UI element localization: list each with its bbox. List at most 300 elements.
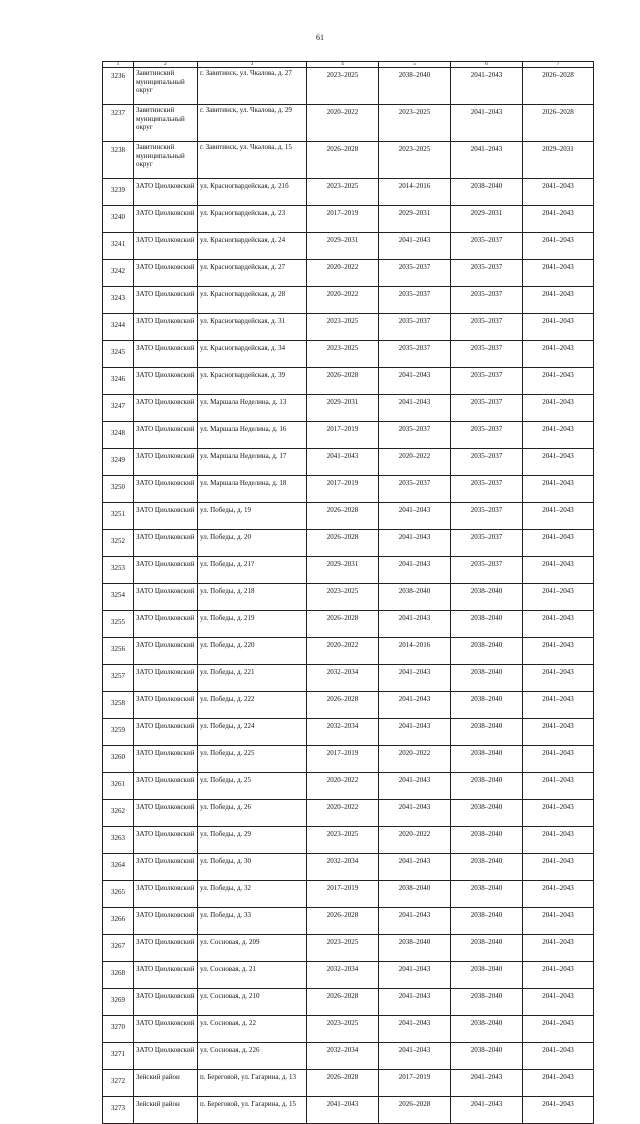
- period-cell-4: 2020–2022: [307, 773, 379, 800]
- address-cell: ул. Красногвардейская, д. 27: [198, 260, 307, 287]
- row-number-cell: 3270: [103, 1016, 134, 1043]
- address-cell: ул. Победы, д. 225: [198, 746, 307, 773]
- row-number-cell: 3269: [103, 989, 134, 1016]
- table-row: [103, 233, 594, 260]
- row-number-cell: 3247: [103, 395, 134, 422]
- period-cell-7: 2041–2043: [523, 935, 594, 962]
- municipality-cell: ЗАТО Циолковский: [134, 557, 198, 584]
- table-row: [103, 68, 594, 105]
- table-row: [103, 395, 594, 422]
- period-cell-5: 2041–2043: [379, 854, 451, 881]
- period-cell-5: 2035–2037: [379, 422, 451, 449]
- period-cell-7: 2041–2043: [523, 179, 594, 206]
- period-cell-6: 2038–2040: [451, 611, 523, 638]
- period-cell-5: 2041–2043: [379, 665, 451, 692]
- municipality-cell: ЗАТО Циолковский: [134, 530, 198, 557]
- period-cell-7: 2041–2043: [523, 314, 594, 341]
- municipality-cell: ЗАТО Циолковский: [134, 692, 198, 719]
- row-number-cell: 3243: [103, 287, 134, 314]
- period-cell-4: 2032–2034: [307, 1043, 379, 1070]
- period-cell-7: 2041–2043: [523, 503, 594, 530]
- period-cell-6: 2035–2037: [451, 368, 523, 395]
- table-row: [103, 206, 594, 233]
- period-cell-5: 2041–2043: [379, 962, 451, 989]
- period-cell-7: 2041–2043: [523, 287, 594, 314]
- municipality-cell: ЗАТО Циолковский: [134, 854, 198, 881]
- table-row: [103, 476, 594, 503]
- period-cell-7: 2041–2043: [523, 773, 594, 800]
- period-cell-5: 2041–2043: [379, 611, 451, 638]
- period-cell-4: 2023–2025: [307, 68, 379, 105]
- period-cell-6: 2035–2037: [451, 287, 523, 314]
- period-cell-4: 2020–2022: [307, 105, 379, 142]
- row-number-cell: 3249: [103, 449, 134, 476]
- period-cell-5: 2038–2040: [379, 881, 451, 908]
- row-number-cell: 3253: [103, 557, 134, 584]
- period-cell-4: 2032–2034: [307, 719, 379, 746]
- table-row: [103, 1070, 594, 1097]
- address-cell: ул. Победы, д. 32: [198, 881, 307, 908]
- municipality-cell: ЗАТО Циолковский: [134, 827, 198, 854]
- row-number-cell: 3272: [103, 1070, 134, 1097]
- row-number-cell: 3239: [103, 179, 134, 206]
- period-cell-5: 2041–2043: [379, 1016, 451, 1043]
- period-cell-5: 2035–2037: [379, 341, 451, 368]
- address-cell: ул. Маршала Неделина, д. 13: [198, 395, 307, 422]
- row-number-cell: 3237: [103, 105, 134, 142]
- period-cell-5: 2023–2025: [379, 105, 451, 142]
- municipality-cell: Зейский район: [134, 1070, 198, 1097]
- row-number-cell: 3255: [103, 611, 134, 638]
- period-cell-4: 2041–2043: [307, 449, 379, 476]
- row-number-cell: 3265: [103, 881, 134, 908]
- address-cell: ул. Победы, д. 30: [198, 854, 307, 881]
- municipality-cell: Завитинский муниципальный округ: [134, 142, 198, 179]
- period-cell-6: 2035–2037: [451, 422, 523, 449]
- row-number-cell: 3251: [103, 503, 134, 530]
- period-cell-4: 2026–2028: [307, 503, 379, 530]
- period-cell-7: 2041–2043: [523, 1070, 594, 1097]
- municipality-cell: ЗАТО Циолковский: [134, 881, 198, 908]
- table-row: [103, 557, 594, 584]
- period-cell-6: 2038–2040: [451, 773, 523, 800]
- address-cell: ул. Победы, д. 20: [198, 530, 307, 557]
- period-cell-4: 2023–2025: [307, 314, 379, 341]
- period-cell-6: 2041–2043: [451, 1070, 523, 1097]
- period-cell-7: 2026–2028: [523, 68, 594, 105]
- period-cell-5: 2020–2022: [379, 827, 451, 854]
- address-cell: ул. Победы, д. 33: [198, 908, 307, 935]
- period-cell-7: 2041–2043: [523, 692, 594, 719]
- period-cell-7: 2041–2043: [523, 611, 594, 638]
- period-cell-6: 2038–2040: [451, 719, 523, 746]
- header-cell: 1: [103, 62, 134, 68]
- table-row: [103, 881, 594, 908]
- row-number-cell: 3242: [103, 260, 134, 287]
- period-cell-6: 2038–2040: [451, 692, 523, 719]
- period-cell-5: 2041–2043: [379, 989, 451, 1016]
- period-cell-5: 2020–2022: [379, 449, 451, 476]
- period-cell-6: 2029–2031: [451, 206, 523, 233]
- table-row: [103, 179, 594, 206]
- period-cell-4: 2026–2028: [307, 692, 379, 719]
- housing-schedule-table: [102, 61, 594, 1124]
- municipality-cell: ЗАТО Циолковский: [134, 638, 198, 665]
- period-cell-4: 2026–2028: [307, 989, 379, 1016]
- header-cell: 6: [451, 62, 523, 68]
- period-cell-7: 2041–2043: [523, 341, 594, 368]
- municipality-cell: ЗАТО Циолковский: [134, 935, 198, 962]
- row-number-cell: 3250: [103, 476, 134, 503]
- period-cell-4: 2017–2019: [307, 746, 379, 773]
- table-row: [103, 584, 594, 611]
- address-cell: ул. Победы, д. 26: [198, 800, 307, 827]
- period-cell-7: 2041–2043: [523, 665, 594, 692]
- municipality-cell: ЗАТО Циолковский: [134, 206, 198, 233]
- period-cell-6: 2038–2040: [451, 746, 523, 773]
- address-cell: ул. Красногвардейская, д. 28: [198, 287, 307, 314]
- table-row: [103, 260, 594, 287]
- period-cell-6: 2038–2040: [451, 908, 523, 935]
- period-cell-7: 2041–2043: [523, 1016, 594, 1043]
- table-row: [103, 908, 594, 935]
- period-cell-6: 2038–2040: [451, 827, 523, 854]
- municipality-cell: ЗАТО Циолковский: [134, 800, 198, 827]
- period-cell-7: 2041–2043: [523, 746, 594, 773]
- period-cell-4: 2023–2025: [307, 341, 379, 368]
- period-cell-6: 2038–2040: [451, 1043, 523, 1070]
- address-cell: ул. Маршала Неделина, д. 16: [198, 422, 307, 449]
- address-cell: ул. Победы, д. 19: [198, 503, 307, 530]
- period-cell-4: 2032–2034: [307, 665, 379, 692]
- period-cell-4: 2017–2019: [307, 206, 379, 233]
- period-cell-4: 2023–2025: [307, 584, 379, 611]
- municipality-cell: Завитинский муниципальный округ: [134, 105, 198, 142]
- row-number-cell: 3264: [103, 854, 134, 881]
- address-cell: п. Береговой, ул. Гагарина, д. 15: [198, 1097, 307, 1124]
- period-cell-6: 2038–2040: [451, 854, 523, 881]
- table-row: [103, 314, 594, 341]
- municipality-cell: ЗАТО Циолковский: [134, 1043, 198, 1070]
- municipality-cell: ЗАТО Циолковский: [134, 773, 198, 800]
- table-row: [103, 611, 594, 638]
- period-cell-6: 2035–2037: [451, 557, 523, 584]
- municipality-cell: ЗАТО Циолковский: [134, 449, 198, 476]
- row-number-cell: 3252: [103, 530, 134, 557]
- period-cell-4: 2032–2034: [307, 962, 379, 989]
- table-row: [103, 638, 594, 665]
- row-number-cell: 3244: [103, 314, 134, 341]
- header-cell: 5: [379, 62, 451, 68]
- table-row: [103, 341, 594, 368]
- period-cell-5: 2014–2016: [379, 638, 451, 665]
- row-number-cell: 3256: [103, 638, 134, 665]
- table-row: [103, 142, 594, 179]
- period-cell-7: 2041–2043: [523, 881, 594, 908]
- row-number-cell: 3262: [103, 800, 134, 827]
- table-row: [103, 935, 594, 962]
- address-cell: ул. Красногвардейская, д. 23: [198, 206, 307, 233]
- period-cell-6: 2038–2040: [451, 962, 523, 989]
- period-cell-4: 2026–2028: [307, 530, 379, 557]
- period-cell-5: 2038–2040: [379, 584, 451, 611]
- address-cell: ул. Победы, д. 224: [198, 719, 307, 746]
- period-cell-6: 2038–2040: [451, 935, 523, 962]
- address-cell: ул. Победы, д. 220: [198, 638, 307, 665]
- period-cell-6: 2041–2043: [451, 142, 523, 179]
- municipality-cell: ЗАТО Циолковский: [134, 665, 198, 692]
- period-cell-7: 2041–2043: [523, 989, 594, 1016]
- period-cell-6: 2038–2040: [451, 179, 523, 206]
- period-cell-7: 2041–2043: [523, 206, 594, 233]
- period-cell-5: 2041–2043: [379, 233, 451, 260]
- municipality-cell: ЗАТО Циолковский: [134, 179, 198, 206]
- period-cell-7: 2041–2043: [523, 395, 594, 422]
- period-cell-4: 2020–2022: [307, 287, 379, 314]
- table-row: [103, 773, 594, 800]
- period-cell-4: 2023–2025: [307, 827, 379, 854]
- row-number-cell: 3261: [103, 773, 134, 800]
- municipality-cell: ЗАТО Циолковский: [134, 962, 198, 989]
- period-cell-6: 2035–2037: [451, 395, 523, 422]
- municipality-cell: ЗАТО Циолковский: [134, 260, 198, 287]
- period-cell-7: 2041–2043: [523, 719, 594, 746]
- period-cell-4: 2017–2019: [307, 881, 379, 908]
- row-number-cell: 3271: [103, 1043, 134, 1070]
- period-cell-5: 2041–2043: [379, 1043, 451, 1070]
- municipality-cell: ЗАТО Циолковский: [134, 341, 198, 368]
- table-row: [103, 827, 594, 854]
- municipality-cell: ЗАТО Циолковский: [134, 395, 198, 422]
- period-cell-7: 2041–2043: [523, 476, 594, 503]
- table-row: [103, 368, 594, 395]
- period-cell-6: 2041–2043: [451, 1097, 523, 1124]
- period-cell-5: 2038–2040: [379, 935, 451, 962]
- table-row: [103, 989, 594, 1016]
- table-row: [103, 530, 594, 557]
- address-cell: ул. Сосновая, д. 22: [198, 1016, 307, 1043]
- period-cell-6: 2035–2037: [451, 530, 523, 557]
- period-cell-5: 2041–2043: [379, 557, 451, 584]
- municipality-cell: ЗАТО Циолковский: [134, 287, 198, 314]
- municipality-cell: ЗАТО Циолковский: [134, 908, 198, 935]
- period-cell-4: 2041–2043: [307, 1097, 379, 1124]
- table-row: [103, 1043, 594, 1070]
- address-cell: ул. Победы, д. 219: [198, 611, 307, 638]
- address-cell: п. Береговой, ул. Гагарина, д. 13: [198, 1070, 307, 1097]
- municipality-cell: ЗАТО Циолковский: [134, 368, 198, 395]
- address-cell: ул. Маршала Неделина, д. 18: [198, 476, 307, 503]
- period-cell-5: 2041–2043: [379, 368, 451, 395]
- period-cell-6: 2035–2037: [451, 233, 523, 260]
- table-row: [103, 962, 594, 989]
- period-cell-5: 2035–2037: [379, 260, 451, 287]
- period-cell-5: 2035–2037: [379, 314, 451, 341]
- table-row: [103, 1016, 594, 1043]
- period-cell-5: 2041–2043: [379, 530, 451, 557]
- address-cell: г. Завитинск, ул. Чкалова, д. 27: [198, 68, 307, 105]
- address-cell: г. Завитинск, ул. Чкалова, д. 29: [198, 105, 307, 142]
- period-cell-7: 2041–2043: [523, 1097, 594, 1124]
- period-cell-5: 2041–2043: [379, 773, 451, 800]
- row-number-cell: 3268: [103, 962, 134, 989]
- row-number-cell: 3263: [103, 827, 134, 854]
- period-cell-7: 2041–2043: [523, 800, 594, 827]
- period-cell-5: 2020–2022: [379, 746, 451, 773]
- header-cell: 3: [198, 62, 307, 68]
- row-number-cell: 3240: [103, 206, 134, 233]
- period-cell-7: 2041–2043: [523, 530, 594, 557]
- period-cell-7: 2041–2043: [523, 854, 594, 881]
- period-cell-6: 2038–2040: [451, 1016, 523, 1043]
- table-row: [103, 854, 594, 881]
- period-cell-5: 2041–2043: [379, 908, 451, 935]
- period-cell-5: 2041–2043: [379, 395, 451, 422]
- period-cell-4: 2020–2022: [307, 260, 379, 287]
- page-number: 61: [316, 33, 324, 42]
- period-cell-7: 2041–2043: [523, 260, 594, 287]
- period-cell-7: 2029–2031: [523, 142, 594, 179]
- header-cell: 2: [134, 62, 198, 68]
- address-cell: ул. Красногвардейская, д. 34: [198, 341, 307, 368]
- period-cell-5: 2041–2043: [379, 503, 451, 530]
- period-cell-7: 2041–2043: [523, 1043, 594, 1070]
- address-cell: ул. Сосновая, д. 209: [198, 935, 307, 962]
- period-cell-6: 2038–2040: [451, 881, 523, 908]
- period-cell-4: 2029–2031: [307, 395, 379, 422]
- address-cell: ул. Сосновая, д. 210: [198, 989, 307, 1016]
- row-number-cell: 3258: [103, 692, 134, 719]
- table-row: [103, 800, 594, 827]
- municipality-cell: ЗАТО Циолковский: [134, 422, 198, 449]
- address-cell: ул. Сосновая, д. 21: [198, 962, 307, 989]
- table-row: [103, 449, 594, 476]
- table-row: [103, 746, 594, 773]
- table-row: [103, 422, 594, 449]
- row-number-cell: 3245: [103, 341, 134, 368]
- row-number-cell: 3259: [103, 719, 134, 746]
- row-number-cell: 3248: [103, 422, 134, 449]
- period-cell-5: 2035–2037: [379, 287, 451, 314]
- table-row: [103, 719, 594, 746]
- address-cell: ул. Победы, д. 25: [198, 773, 307, 800]
- address-cell: ул. Красногвардейская, д. 24: [198, 233, 307, 260]
- table-row: [103, 503, 594, 530]
- municipality-cell: Завитинский муниципальный округ: [134, 68, 198, 105]
- period-cell-4: 2029–2031: [307, 233, 379, 260]
- municipality-cell: ЗАТО Циолковский: [134, 989, 198, 1016]
- period-cell-6: 2041–2043: [451, 68, 523, 105]
- period-cell-6: 2035–2037: [451, 449, 523, 476]
- table-body: [103, 62, 594, 1124]
- period-cell-7: 2041–2043: [523, 422, 594, 449]
- municipality-cell: ЗАТО Циолковский: [134, 584, 198, 611]
- period-cell-7: 2041–2043: [523, 584, 594, 611]
- address-cell: ул. Красногвардейская, д. 39: [198, 368, 307, 395]
- period-cell-4: 2017–2019: [307, 422, 379, 449]
- address-cell: ул. Красногвардейская, д. 31: [198, 314, 307, 341]
- period-cell-4: 2026–2028: [307, 1070, 379, 1097]
- municipality-cell: ЗАТО Циолковский: [134, 233, 198, 260]
- period-cell-7: 2041–2043: [523, 233, 594, 260]
- municipality-cell: ЗАТО Циолковский: [134, 719, 198, 746]
- period-cell-7: 2041–2043: [523, 368, 594, 395]
- row-number-cell: 3260: [103, 746, 134, 773]
- address-cell: ул. Победы, д. 221: [198, 665, 307, 692]
- address-cell: г. Завитинск, ул. Чкалова, д. 15: [198, 142, 307, 179]
- period-cell-6: 2038–2040: [451, 800, 523, 827]
- row-number-cell: 3236: [103, 68, 134, 105]
- period-cell-7: 2041–2043: [523, 962, 594, 989]
- row-number-cell: 3238: [103, 142, 134, 179]
- row-number-cell: 3254: [103, 584, 134, 611]
- period-cell-6: 2038–2040: [451, 638, 523, 665]
- row-number-cell: 3257: [103, 665, 134, 692]
- period-cell-5: 2041–2043: [379, 800, 451, 827]
- address-cell: ул. Победы, д. 218: [198, 584, 307, 611]
- period-cell-7: 2026–2028: [523, 105, 594, 142]
- period-cell-6: 2038–2040: [451, 665, 523, 692]
- municipality-cell: ЗАТО Циолковский: [134, 314, 198, 341]
- period-cell-6: 2041–2043: [451, 105, 523, 142]
- period-cell-6: 2035–2037: [451, 341, 523, 368]
- header-cell: 4: [307, 62, 379, 68]
- municipality-cell: ЗАТО Циолковский: [134, 746, 198, 773]
- row-number-cell: 3273: [103, 1097, 134, 1124]
- period-cell-4: 2026–2028: [307, 368, 379, 395]
- period-cell-6: 2038–2040: [451, 989, 523, 1016]
- table-row: [103, 105, 594, 142]
- period-cell-6: 2035–2037: [451, 476, 523, 503]
- municipality-cell: ЗАТО Циолковский: [134, 611, 198, 638]
- period-cell-6: 2035–2037: [451, 503, 523, 530]
- period-cell-7: 2041–2043: [523, 908, 594, 935]
- address-cell: ул. Маршала Неделина, д. 17: [198, 449, 307, 476]
- address-cell: ул. Сосновая, д. 226: [198, 1043, 307, 1070]
- table-row: [103, 665, 594, 692]
- period-cell-7: 2041–2043: [523, 827, 594, 854]
- table-row: [103, 287, 594, 314]
- row-number-cell: 3267: [103, 935, 134, 962]
- period-cell-6: 2035–2037: [451, 260, 523, 287]
- municipality-cell: ЗАТО Циолковский: [134, 1016, 198, 1043]
- address-cell: ул. Победы, д. 222: [198, 692, 307, 719]
- period-cell-5: 2035–2037: [379, 476, 451, 503]
- row-number-cell: 3266: [103, 908, 134, 935]
- period-cell-4: 2017–2019: [307, 476, 379, 503]
- period-cell-4: 2023–2025: [307, 179, 379, 206]
- period-cell-4: 2026–2028: [307, 908, 379, 935]
- period-cell-5: 2029–2031: [379, 206, 451, 233]
- period-cell-7: 2041–2043: [523, 449, 594, 476]
- period-cell-5: 2041–2043: [379, 692, 451, 719]
- period-cell-5: 2038–2040: [379, 68, 451, 105]
- period-cell-7: 2041–2043: [523, 557, 594, 584]
- period-cell-5: 2017–2019: [379, 1070, 451, 1097]
- period-cell-6: 2035–2037: [451, 314, 523, 341]
- address-cell: ул. Победы, д. 29: [198, 827, 307, 854]
- header-cell: 7: [523, 62, 594, 68]
- period-cell-4: 2029–2031: [307, 557, 379, 584]
- period-cell-4: 2023–2025: [307, 1016, 379, 1043]
- period-cell-4: 2026–2028: [307, 611, 379, 638]
- period-cell-4: 2020–2022: [307, 800, 379, 827]
- period-cell-5: 2023–2025: [379, 142, 451, 179]
- row-number-cell: 3246: [103, 368, 134, 395]
- table-row: [103, 1097, 594, 1124]
- period-cell-4: 2023–2025: [307, 935, 379, 962]
- period-cell-7: 2041–2043: [523, 638, 594, 665]
